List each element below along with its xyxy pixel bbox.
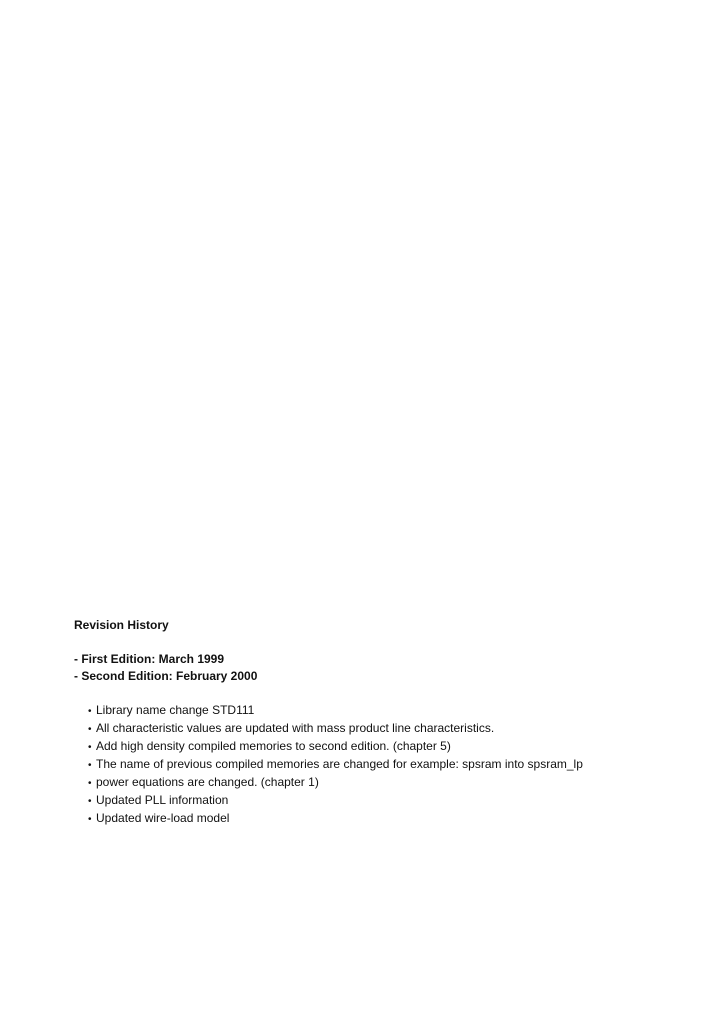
bullet-icon: • — [88, 796, 92, 807]
change-item — [88, 738, 694, 756]
edition-list — [74, 651, 694, 685]
bullet-icon: • — [88, 724, 92, 735]
change-item-text: Updated wire-load model — [96, 811, 230, 825]
change-item-text: Updated PLL information — [96, 793, 229, 807]
change-item-text: All characteristic values are updated with mass product line characteristics. — [96, 721, 495, 735]
change-item-text: The name of previous compiled memories are changed for example: spsram into spsram_lp — [96, 757, 583, 771]
change-item — [88, 774, 694, 792]
bullet-icon: • — [88, 742, 92, 753]
change-item — [88, 810, 694, 828]
change-item — [88, 792, 694, 810]
revision-history-title: Revision History — [74, 618, 169, 632]
edition-item-second: - Second Edition: February 2000 — [74, 669, 258, 683]
change-item-text: Library name change STD111 — [96, 703, 255, 717]
change-item — [88, 702, 694, 720]
revision-history-section — [74, 617, 694, 828]
bullet-icon: • — [88, 814, 92, 825]
change-item — [88, 756, 694, 774]
change-item-text: Add high density compiled memories to second edition. (chapter 5) — [96, 739, 451, 753]
change-item — [88, 720, 694, 738]
edition-item-first: - First Edition: March 1999 — [74, 652, 225, 666]
bullet-icon: • — [88, 760, 92, 771]
change-item-text: power equations are changed. (chapter 1) — [96, 775, 319, 789]
bullet-icon: • — [88, 706, 92, 717]
bullet-icon: • — [88, 778, 92, 789]
change-list — [74, 702, 694, 828]
